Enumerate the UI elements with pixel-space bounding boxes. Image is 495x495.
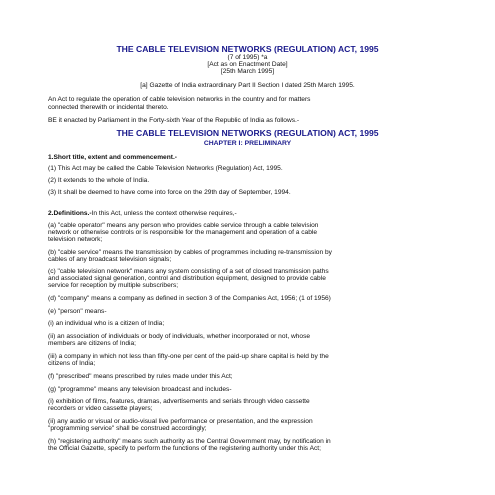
definition-line: (i) an individual who is a citizen of India;	[48, 320, 165, 327]
definition-line: (c) "cable television network" means any system consisting of a set of closed transmission paths	[48, 268, 329, 275]
section-2-intro-line	[48, 210, 237, 218]
definition-line: recorders or video cassette players;	[48, 405, 153, 412]
definition-line: (g) "programme" means any television broadcast and includes-	[48, 386, 232, 393]
definition-line: citizens of India;	[48, 360, 96, 367]
definition-line: (iii) a company in which not less than fifty-one per cent of the paid-up share capital is held by the	[48, 353, 329, 360]
act-number: (7 of 1995) *a	[227, 54, 268, 61]
definition-line: (ii) any audio or visual or audio-visual live performance or presentation, and the expression	[48, 418, 313, 425]
document-title: THE CABLE TELEVISION NETWORKS (REGULATION) ACT, 1995	[116, 44, 379, 54]
chapter-heading: CHAPTER I: PRELIMINARY	[203, 140, 292, 147]
definition-line: cables of any broadcast television signals;	[48, 256, 172, 263]
definition-line: (d) "company" means a company as defined in section 3 of the Companies Act, 1956; (1 of 1956)	[48, 295, 331, 302]
section-2-intro: In this Act, unless the context otherwise requires,-	[91, 210, 237, 217]
definition-line: (ii) an association of individuals or body of individuals, whether incorporated or not, whose	[48, 333, 311, 340]
preamble-line: An Act to regulate the operation of cable television networks in the country and for matters	[48, 96, 311, 103]
definition-line: (e) "person" means-	[48, 308, 107, 315]
section-1-clause: (3) It shall be deemed to have come into force on the 29th day of September, 1994.	[48, 189, 291, 196]
definition-line: (b) "cable service" means the transmission by cables of programmes including re-transmission by	[48, 249, 332, 256]
definition-line: service for reception by multiple subscribers;	[48, 282, 179, 289]
enactment-note: [Act as on Enactment Date]	[207, 61, 288, 68]
definition-line: the Official Gazette, specify to perform the functions of the registering authority under this Act;	[48, 445, 321, 452]
definition-line: (i) exhibition of films, features, dramas, advertisements and serials through video cassette	[48, 398, 310, 405]
section-1-clause: (2) It extends to the whole of India.	[48, 177, 150, 184]
document-title-repeat: THE CABLE TELEVISION NETWORKS (REGULATION) ACT, 1995	[116, 128, 379, 138]
enacting-clause: BE it enacted by Parliament in the Forty-sixth Year of the Republic of India as follows.-	[48, 117, 300, 124]
definition-line: (f) "prescribed" means prescribed by rules made under this Act;	[48, 373, 233, 380]
gazette-note: [a] Gazette of India extraordinary Part II Section I dated 25th March 1995.	[140, 82, 355, 89]
definition-line: television network;	[48, 236, 103, 243]
definition-line: (h) "registering authority" means such authority as the Central Government may, by notification in	[48, 438, 331, 445]
section-1-heading: 1.Short title, extent and commencement.-	[48, 154, 177, 161]
section-1-clause: (1) This Act may be called the Cable Television Networks (Regulation) Act, 1995.	[48, 165, 283, 172]
definition-line: network or otherwise controls or is responsible for the management and operation of a cable	[48, 229, 318, 236]
definition-line: members are citizens of India;	[48, 340, 136, 347]
preamble-line: connected therewith or incidental thereto.	[48, 104, 169, 111]
definition-line: and associated signal generation, control and distribution equipment, designed to provide cable	[48, 275, 326, 282]
definition-line: (a) "cable operator" means any person who provides cable service through a cable television	[48, 222, 319, 229]
section-2-heading: 2.Definitions.-	[48, 210, 92, 217]
enactment-date: [25th March 1995]	[220, 68, 275, 75]
definition-line: "programming service" shall be construed accordingly;	[48, 425, 207, 432]
